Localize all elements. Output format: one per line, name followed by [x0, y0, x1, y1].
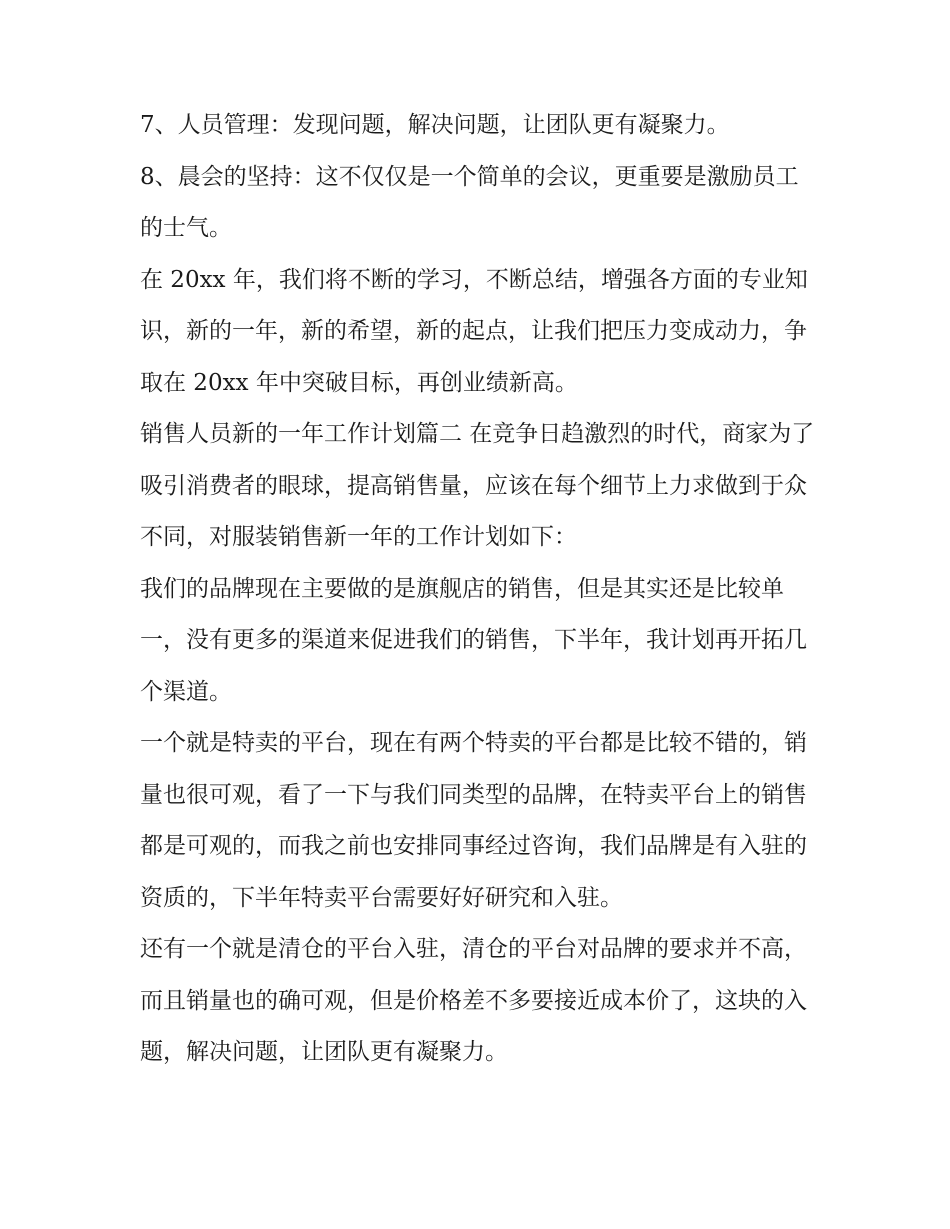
paragraph-plan-two-intro: 销售人员新的一年工作计划篇二 在竞争日趋激烈的时代，商家为了吸引消费者的眼球，提高销售量，应该在每个细节上力求做到于众不同，对服装销售新一年的工作计划如下：	[140, 421, 815, 550]
paragraph-clearance-platform: 还有一个就是清仓的平台入驻，清仓的平台对品牌的要求并不高，而且销量也的确可观，但是价格差不多要接近成本价了，这块的入题，解决问题，让团队更有凝聚力。	[140, 936, 807, 1065]
paragraph-staff-management: 7、人员管理：发现问题，解决问题，让团队更有凝聚力。	[140, 112, 730, 138]
paragraph-morning-meeting: 8、晨会的坚持：这不仅仅是一个简单的会议，更重要是激励员工的士气。	[140, 163, 799, 241]
paragraph-channels: 我们的品牌现在主要做的是旗舰店的销售，但是其实还是比较单一，没有更多的渠道来促进我们的销售，下半年，我计划再开拓几个渠道。	[140, 575, 807, 705]
paragraph-flash-sale-platform: 一个就是特卖的平台，现在有两个特卖的平台都是比较不错的，销量也很可观，看了一下与我们同类型的品牌，在特卖平台上的销售都是可观的，而我之前也安排同事经过咨询，我们品牌是有入驻的资质的，下半年特卖平台需要好好研究和入驻。	[140, 730, 807, 911]
document-body	[140, 100, 820, 1079]
paragraph-yearly-goal: 在 20xx 年，我们将不断的学习，不断总结，增强各方面的专业知识，新的一年，新的希望，新的起点，让我们把压力变成动力，争取在 20xx 年中突破目标，再创业绩新高。	[140, 266, 808, 396]
